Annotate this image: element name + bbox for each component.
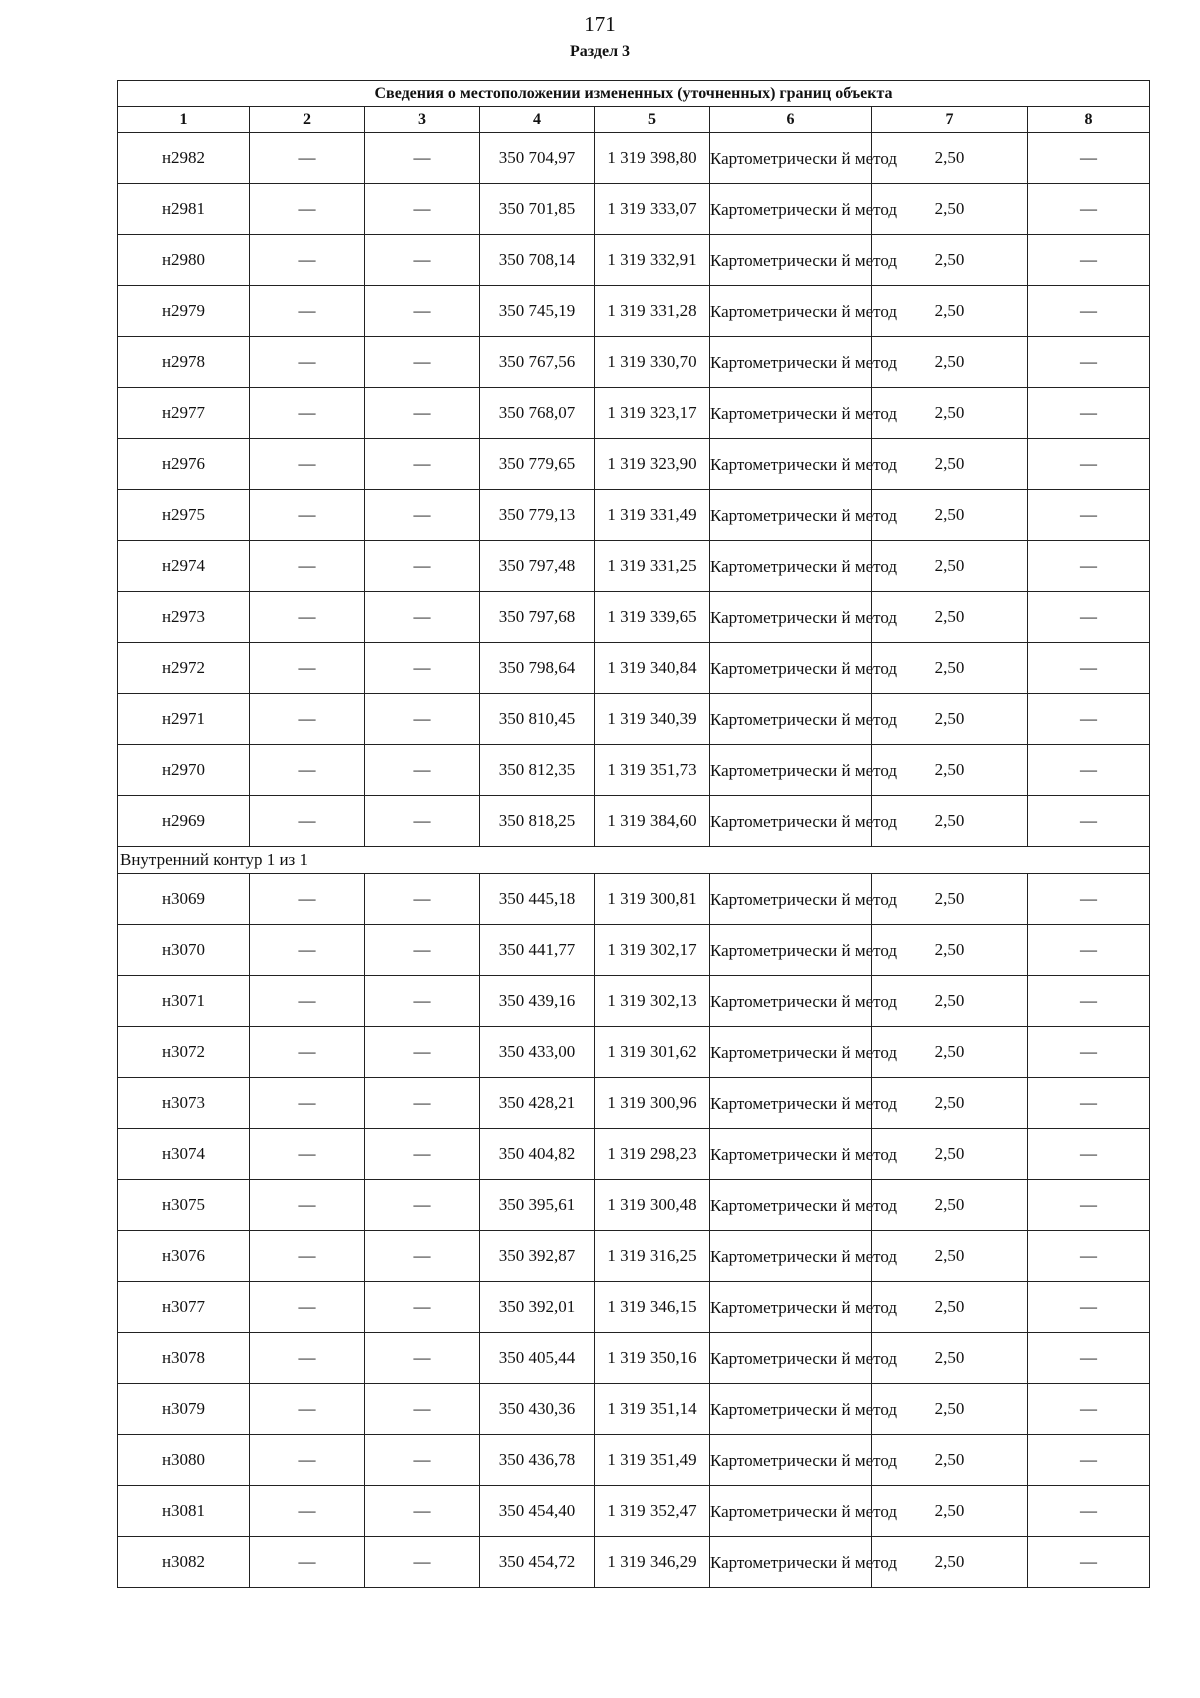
x-coordinate-cell: 350 701,85	[480, 184, 595, 235]
point-id-cell: н2971	[118, 694, 250, 745]
method-cell: Картометрически й метод	[710, 1027, 872, 1078]
table-row	[118, 976, 1150, 1027]
col3-cell: —	[365, 490, 480, 541]
point-id-cell: н2976	[118, 439, 250, 490]
point-id-cell: н2982	[118, 133, 250, 184]
accuracy-cell: 2,50	[872, 286, 1028, 337]
col8-cell: —	[1028, 1231, 1150, 1282]
col2-cell: —	[250, 925, 365, 976]
point-id-cell: н3069	[118, 874, 250, 925]
x-coordinate-cell: 350 404,82	[480, 1129, 595, 1180]
point-id-cell: н3077	[118, 1282, 250, 1333]
method-cell: Картометрически й метод	[710, 1384, 872, 1435]
contour-heading-row	[118, 847, 1150, 874]
table-row	[118, 133, 1150, 184]
col8-cell: —	[1028, 1486, 1150, 1537]
table-row	[118, 1486, 1150, 1537]
x-coordinate-cell: 350 395,61	[480, 1180, 595, 1231]
col2-cell: —	[250, 286, 365, 337]
col3-cell: —	[365, 235, 480, 286]
col8-cell: —	[1028, 1537, 1150, 1588]
column-number: 7	[872, 107, 1028, 133]
y-coordinate-cell: 1 319 346,15	[595, 1282, 710, 1333]
col2-cell: —	[250, 1435, 365, 1486]
x-coordinate-cell: 350 445,18	[480, 874, 595, 925]
method-cell: Картометрически й метод	[710, 1231, 872, 1282]
y-coordinate-cell: 1 319 331,25	[595, 541, 710, 592]
section-title: Раздел 3	[569, 43, 631, 60]
accuracy-cell: 2,50	[872, 1537, 1028, 1588]
point-id-cell: н2979	[118, 286, 250, 337]
x-coordinate-cell: 350 454,40	[480, 1486, 595, 1537]
x-coordinate-cell: 350 779,13	[480, 490, 595, 541]
col3-cell: —	[365, 1027, 480, 1078]
accuracy-cell: 2,50	[872, 184, 1028, 235]
method-cell: Картометрически й метод	[710, 1333, 872, 1384]
method-cell: Картометрически й метод	[710, 1537, 872, 1588]
x-coordinate-cell: 350 405,44	[480, 1333, 595, 1384]
method-cell: Картометрически й метод	[710, 541, 872, 592]
method-cell: Картометрически й метод	[710, 745, 872, 796]
column-number: 6	[710, 107, 872, 133]
point-id-cell: н2972	[118, 643, 250, 694]
y-coordinate-cell: 1 319 384,60	[595, 796, 710, 847]
column-number: 5	[595, 107, 710, 133]
accuracy-cell: 2,50	[872, 976, 1028, 1027]
table-row	[118, 286, 1150, 337]
col8-cell: —	[1028, 1282, 1150, 1333]
column-number: 4	[480, 107, 595, 133]
col3-cell: —	[365, 1231, 480, 1282]
point-id-cell: н3076	[118, 1231, 250, 1282]
table-row	[118, 388, 1150, 439]
table-row	[118, 745, 1150, 796]
y-coordinate-cell: 1 319 340,39	[595, 694, 710, 745]
col8-cell: —	[1028, 286, 1150, 337]
method-cell: Картометрически й метод	[710, 337, 872, 388]
column-number: 3	[365, 107, 480, 133]
col2-cell: —	[250, 235, 365, 286]
point-id-cell: н3072	[118, 1027, 250, 1078]
col2-cell: —	[250, 439, 365, 490]
col3-cell: —	[365, 592, 480, 643]
x-coordinate-cell: 350 428,21	[480, 1078, 595, 1129]
point-id-cell: н2977	[118, 388, 250, 439]
y-coordinate-cell: 1 319 350,16	[595, 1333, 710, 1384]
method-cell: Картометрически й метод	[710, 184, 872, 235]
col8-cell: —	[1028, 643, 1150, 694]
accuracy-cell: 2,50	[872, 592, 1028, 643]
table-row	[118, 1129, 1150, 1180]
method-cell: Картометрически й метод	[710, 1180, 872, 1231]
page-number: 171	[584, 12, 616, 36]
col2-cell: —	[250, 1027, 365, 1078]
col8-cell: —	[1028, 592, 1150, 643]
col3-cell: —	[365, 1435, 480, 1486]
accuracy-cell: 2,50	[872, 1282, 1028, 1333]
method-cell: Картометрически й метод	[710, 490, 872, 541]
table-row	[118, 1231, 1150, 1282]
col8-cell: —	[1028, 235, 1150, 286]
col2-cell: —	[250, 337, 365, 388]
y-coordinate-cell: 1 319 300,48	[595, 1180, 710, 1231]
x-coordinate-cell: 350 768,07	[480, 388, 595, 439]
y-coordinate-cell: 1 319 301,62	[595, 1027, 710, 1078]
col3-cell: —	[365, 439, 480, 490]
col2-cell: —	[250, 1282, 365, 1333]
point-id-cell: н2978	[118, 337, 250, 388]
col3-cell: —	[365, 1486, 480, 1537]
table-row	[118, 1384, 1150, 1435]
table-row	[118, 1435, 1150, 1486]
x-coordinate-cell: 350 436,78	[480, 1435, 595, 1486]
x-coordinate-cell: 350 454,72	[480, 1537, 595, 1588]
x-coordinate-cell: 350 439,16	[480, 976, 595, 1027]
table-row	[118, 1027, 1150, 1078]
point-id-cell: н3074	[118, 1129, 250, 1180]
accuracy-cell: 2,50	[872, 1333, 1028, 1384]
table-row	[118, 439, 1150, 490]
table-row	[118, 490, 1150, 541]
col3-cell: —	[365, 745, 480, 796]
column-number: 1	[118, 107, 250, 133]
accuracy-cell: 2,50	[872, 1180, 1028, 1231]
y-coordinate-cell: 1 319 300,81	[595, 874, 710, 925]
y-coordinate-cell: 1 319 346,29	[595, 1537, 710, 1588]
method-cell: Картометрически й метод	[710, 1282, 872, 1333]
col2-cell: —	[250, 1333, 365, 1384]
y-coordinate-cell: 1 319 302,13	[595, 976, 710, 1027]
method-cell: Картометрически й метод	[710, 1435, 872, 1486]
col3-cell: —	[365, 1282, 480, 1333]
contour-heading: Внутренний контур 1 из 1	[118, 847, 1150, 874]
point-id-cell: н2973	[118, 592, 250, 643]
x-coordinate-cell: 350 704,97	[480, 133, 595, 184]
point-id-cell: н2969	[118, 796, 250, 847]
y-coordinate-cell: 1 319 300,96	[595, 1078, 710, 1129]
table-row	[118, 874, 1150, 925]
col8-cell: —	[1028, 796, 1150, 847]
point-id-cell: н3071	[118, 976, 250, 1027]
col3-cell: —	[365, 1180, 480, 1231]
table-row	[118, 1078, 1150, 1129]
col3-cell: —	[365, 184, 480, 235]
x-coordinate-cell: 350 797,68	[480, 592, 595, 643]
table-row	[118, 643, 1150, 694]
col3-cell: —	[365, 1078, 480, 1129]
table-row	[118, 1537, 1150, 1588]
y-coordinate-cell: 1 319 331,49	[595, 490, 710, 541]
y-coordinate-cell: 1 319 302,17	[595, 925, 710, 976]
table-row	[118, 541, 1150, 592]
point-id-cell: н3079	[118, 1384, 250, 1435]
y-coordinate-cell: 1 319 330,70	[595, 337, 710, 388]
col2-cell: —	[250, 592, 365, 643]
accuracy-cell: 2,50	[872, 1129, 1028, 1180]
col3-cell: —	[365, 796, 480, 847]
col8-cell: —	[1028, 439, 1150, 490]
x-coordinate-cell: 350 798,64	[480, 643, 595, 694]
col8-cell: —	[1028, 745, 1150, 796]
col2-cell: —	[250, 490, 365, 541]
point-id-cell: н3081	[118, 1486, 250, 1537]
table-row	[118, 694, 1150, 745]
method-cell: Картометрически й метод	[710, 1129, 872, 1180]
y-coordinate-cell: 1 319 332,91	[595, 235, 710, 286]
col2-cell: —	[250, 745, 365, 796]
y-coordinate-cell: 1 319 398,80	[595, 133, 710, 184]
x-coordinate-cell: 350 812,35	[480, 745, 595, 796]
col8-cell: —	[1028, 1333, 1150, 1384]
method-cell: Картометрически й метод	[710, 925, 872, 976]
x-coordinate-cell: 350 818,25	[480, 796, 595, 847]
x-coordinate-cell: 350 810,45	[480, 694, 595, 745]
x-coordinate-cell: 350 797,48	[480, 541, 595, 592]
y-coordinate-cell: 1 319 331,28	[595, 286, 710, 337]
method-cell: Картометрически й метод	[710, 388, 872, 439]
point-id-cell: н3080	[118, 1435, 250, 1486]
accuracy-cell: 2,50	[872, 925, 1028, 976]
y-coordinate-cell: 1 319 352,47	[595, 1486, 710, 1537]
col3-cell: —	[365, 976, 480, 1027]
col8-cell: —	[1028, 1384, 1150, 1435]
col8-cell: —	[1028, 184, 1150, 235]
y-coordinate-cell: 1 319 316,25	[595, 1231, 710, 1282]
column-number: 2	[250, 107, 365, 133]
accuracy-cell: 2,50	[872, 490, 1028, 541]
accuracy-cell: 2,50	[872, 694, 1028, 745]
point-id-cell: н2970	[118, 745, 250, 796]
method-cell: Картометрически й метод	[710, 694, 872, 745]
y-coordinate-cell: 1 319 323,90	[595, 439, 710, 490]
col2-cell: —	[250, 874, 365, 925]
point-id-cell: н3078	[118, 1333, 250, 1384]
col2-cell: —	[250, 796, 365, 847]
col2-cell: —	[250, 1384, 365, 1435]
method-cell: Картометрически й метод	[710, 286, 872, 337]
col3-cell: —	[365, 925, 480, 976]
y-coordinate-cell: 1 319 340,84	[595, 643, 710, 694]
col8-cell: —	[1028, 1180, 1150, 1231]
col3-cell: —	[365, 1129, 480, 1180]
accuracy-cell: 2,50	[872, 541, 1028, 592]
table-row	[118, 796, 1150, 847]
col8-cell: —	[1028, 694, 1150, 745]
col2-cell: —	[250, 388, 365, 439]
x-coordinate-cell: 350 708,14	[480, 235, 595, 286]
accuracy-cell: 2,50	[872, 1078, 1028, 1129]
col8-cell: —	[1028, 925, 1150, 976]
col3-cell: —	[365, 1537, 480, 1588]
col8-cell: —	[1028, 874, 1150, 925]
col8-cell: —	[1028, 337, 1150, 388]
method-cell: Картометрически й метод	[710, 439, 872, 490]
col2-cell: —	[250, 133, 365, 184]
col3-cell: —	[365, 286, 480, 337]
y-coordinate-cell: 1 319 323,17	[595, 388, 710, 439]
accuracy-cell: 2,50	[872, 643, 1028, 694]
column-number-row	[118, 107, 1150, 133]
method-cell: Картометрически й метод	[710, 235, 872, 286]
accuracy-cell: 2,50	[872, 874, 1028, 925]
point-id-cell: н2975	[118, 490, 250, 541]
col2-cell: —	[250, 1078, 365, 1129]
col2-cell: —	[250, 184, 365, 235]
col3-cell: —	[365, 388, 480, 439]
col8-cell: —	[1028, 388, 1150, 439]
y-coordinate-cell: 1 319 351,73	[595, 745, 710, 796]
col8-cell: —	[1028, 976, 1150, 1027]
accuracy-cell: 2,50	[872, 1435, 1028, 1486]
accuracy-cell: 2,50	[872, 1384, 1028, 1435]
col3-cell: —	[365, 643, 480, 694]
col3-cell: —	[365, 874, 480, 925]
table-row	[118, 925, 1150, 976]
method-cell: Картометрически й метод	[710, 133, 872, 184]
col2-cell: —	[250, 976, 365, 1027]
x-coordinate-cell: 350 441,77	[480, 925, 595, 976]
x-coordinate-cell: 350 779,65	[480, 439, 595, 490]
col3-cell: —	[365, 1333, 480, 1384]
accuracy-cell: 2,50	[872, 1231, 1028, 1282]
x-coordinate-cell: 350 745,19	[480, 286, 595, 337]
table-row	[118, 235, 1150, 286]
x-coordinate-cell: 350 767,56	[480, 337, 595, 388]
table-row	[118, 337, 1150, 388]
point-id-cell: н3073	[118, 1078, 250, 1129]
accuracy-cell: 2,50	[872, 1486, 1028, 1537]
table-row	[118, 592, 1150, 643]
col8-cell: —	[1028, 1078, 1150, 1129]
col2-cell: —	[250, 643, 365, 694]
y-coordinate-cell: 1 319 351,49	[595, 1435, 710, 1486]
table-row	[118, 184, 1150, 235]
col3-cell: —	[365, 541, 480, 592]
method-cell: Картометрически й метод	[710, 1078, 872, 1129]
table-title-row	[118, 81, 1150, 107]
col2-cell: —	[250, 541, 365, 592]
method-cell: Картометрически й метод	[710, 1486, 872, 1537]
accuracy-cell: 2,50	[872, 745, 1028, 796]
x-coordinate-cell: 350 392,01	[480, 1282, 595, 1333]
accuracy-cell: 2,50	[872, 337, 1028, 388]
accuracy-cell: 2,50	[872, 235, 1028, 286]
method-cell: Картометрически й метод	[710, 592, 872, 643]
col8-cell: —	[1028, 1027, 1150, 1078]
col2-cell: —	[250, 1180, 365, 1231]
col2-cell: —	[250, 1129, 365, 1180]
point-id-cell: н3075	[118, 1180, 250, 1231]
table-title: Сведения о местоположении измененных (уточненных) границ объекта	[118, 81, 1150, 107]
point-id-cell: н2980	[118, 235, 250, 286]
col3-cell: —	[365, 694, 480, 745]
col3-cell: —	[365, 133, 480, 184]
table-row	[118, 1180, 1150, 1231]
method-cell: Картометрически й метод	[710, 874, 872, 925]
x-coordinate-cell: 350 392,87	[480, 1231, 595, 1282]
col8-cell: —	[1028, 133, 1150, 184]
x-coordinate-cell: 350 433,00	[480, 1027, 595, 1078]
method-cell: Картометрически й метод	[710, 796, 872, 847]
table-row	[118, 1282, 1150, 1333]
col8-cell: —	[1028, 490, 1150, 541]
col8-cell: —	[1028, 541, 1150, 592]
point-id-cell: н2974	[118, 541, 250, 592]
y-coordinate-cell: 1 319 351,14	[595, 1384, 710, 1435]
col2-cell: —	[250, 1231, 365, 1282]
method-cell: Картометрически й метод	[710, 976, 872, 1027]
col2-cell: —	[250, 1486, 365, 1537]
table-row	[118, 1333, 1150, 1384]
accuracy-cell: 2,50	[872, 388, 1028, 439]
col3-cell: —	[365, 1384, 480, 1435]
accuracy-cell: 2,50	[872, 439, 1028, 490]
accuracy-cell: 2,50	[872, 133, 1028, 184]
y-coordinate-cell: 1 319 298,23	[595, 1129, 710, 1180]
y-coordinate-cell: 1 319 333,07	[595, 184, 710, 235]
point-id-cell: н3070	[118, 925, 250, 976]
y-coordinate-cell: 1 319 339,65	[595, 592, 710, 643]
point-id-cell: н2981	[118, 184, 250, 235]
col8-cell: —	[1028, 1435, 1150, 1486]
accuracy-cell: 2,50	[872, 796, 1028, 847]
col2-cell: —	[250, 694, 365, 745]
x-coordinate-cell: 350 430,36	[480, 1384, 595, 1435]
col2-cell: —	[250, 1537, 365, 1588]
col8-cell: —	[1028, 1129, 1150, 1180]
boundary-table	[117, 80, 1150, 1588]
method-cell: Картометрически й метод	[710, 643, 872, 694]
accuracy-cell: 2,50	[872, 1027, 1028, 1078]
col3-cell: —	[365, 337, 480, 388]
point-id-cell: н3082	[118, 1537, 250, 1588]
column-number: 8	[1028, 107, 1150, 133]
